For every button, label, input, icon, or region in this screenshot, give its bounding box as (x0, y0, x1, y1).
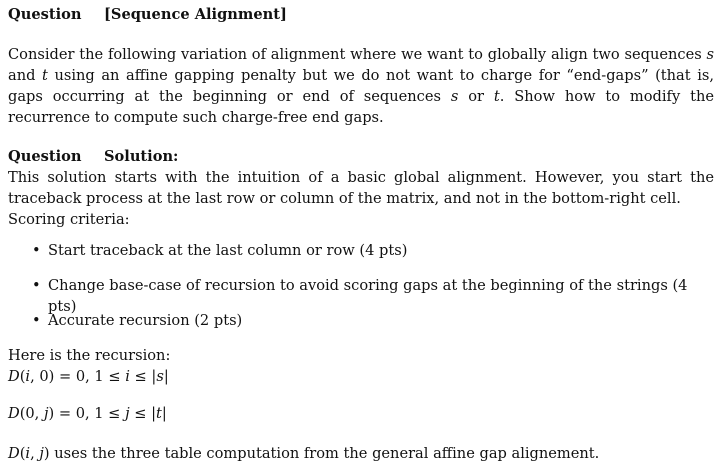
solution-header (8, 146, 714, 167)
recursion-intro: Here is the recursion: (8, 347, 171, 364)
list-item: • Start traceback at the last column or row (4 pts) (32, 242, 408, 259)
question-topic: [Sequence Alignment] (104, 6, 287, 23)
question-label: Question (8, 6, 82, 23)
question-text: Consider the following variation of alignment where we want to globally align two sequences s and t using an affine gapping penalty but we do not want to charge for “end-gaps” (that is, gaps occurring at the beginning or end of sequences s or t. Show how to modify the recurrence to compute such charge-free end gaps. (8, 46, 714, 126)
bullet-icon: • (32, 312, 41, 329)
question-header (8, 4, 714, 26)
solution-text: This solution starts with the intuition of a basic global alignment. However, you start the traceback process at the last row or column of the matrix, and not in the bottom-right cell. (8, 169, 714, 207)
recursion-line-1: D(i, 0) = 0, 1 ≤ i ≤ |s| (8, 368, 169, 385)
solution-title: Solution: (104, 148, 179, 165)
list-item: • Accurate recursion (2 pts) (32, 312, 243, 329)
scoring-label: Scoring criteria: (8, 211, 130, 228)
criteria-list (8, 240, 714, 345)
bullet-icon: • (32, 242, 41, 259)
document-page (8, 4, 714, 464)
bullet-icon: • (32, 277, 41, 294)
recursion-line-3: D(i, j) uses the three table computation from the general affine gap alignement. (8, 445, 600, 462)
list-item: • Change base-case of recursion to avoid scoring gaps at the beginning of the strings (4 pts) (32, 277, 688, 315)
solution-question-label: Question (8, 148, 82, 165)
recursion-line-2: D(0, j) = 0, 1 ≤ j ≤ |t| (8, 405, 167, 422)
